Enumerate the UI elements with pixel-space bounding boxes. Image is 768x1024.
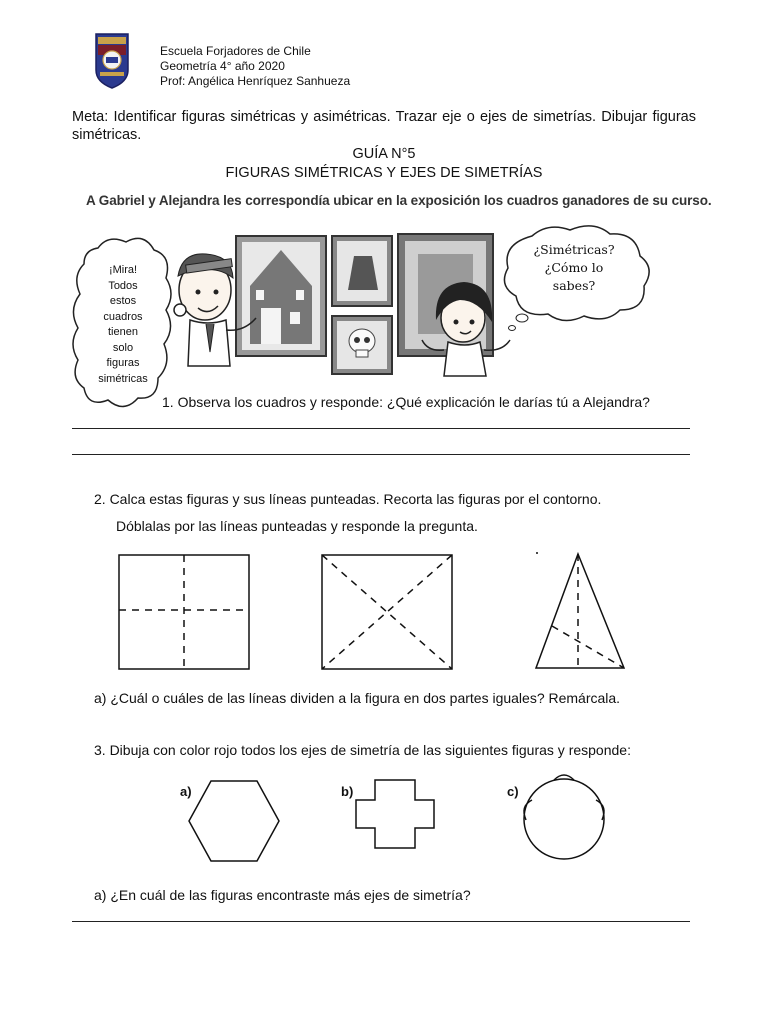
skull-painting	[332, 316, 392, 374]
bubble-line: tienen	[108, 326, 138, 338]
circle-with-bumps-figure	[518, 770, 610, 864]
guide-title: GUÍA N°5	[352, 146, 416, 162]
right-bubble-text	[518, 241, 630, 295]
question-3a: a) ¿En cuál de las figuras encontraste más ejes de simetría?	[94, 887, 471, 903]
house-painting	[236, 236, 326, 356]
question-2-continued: Dóblalas por las líneas punteadas y responde la pregunta.	[116, 518, 478, 534]
answer-line[interactable]	[72, 454, 690, 455]
bubble-line: solo	[112, 341, 134, 354]
guide-subtitle: FIGURAS SIMÉTRICAS Y EJES DE SIMETRÍAS	[225, 165, 543, 181]
bubble-line: ¿Simétricas?	[533, 242, 615, 257]
left-bubble-text	[80, 263, 166, 387]
answer-line[interactable]	[72, 921, 690, 922]
figure-label-a: a)	[180, 784, 192, 799]
triangle-with-axes	[532, 550, 628, 672]
learning-goal: Meta: Identificar figuras simétricas y asimétricas. Trazar eje o ejes de simetrías. Dibujar figuras simétricas.	[72, 109, 696, 143]
question-2: 2. Calca estas figuras y sus líneas punteadas. Recorta las figuras por el contorno.	[94, 491, 602, 507]
school-name: Escuela Forjadores de Chile	[160, 44, 311, 58]
question-1: 1. Observa los cuadros y responde: ¿Qué explicación le darías tú a Alejandra?	[162, 394, 650, 410]
figure-label-c: c)	[507, 784, 519, 799]
bubble-line: figuras	[106, 357, 140, 369]
square-with-axes	[118, 554, 250, 670]
story-text: A Gabriel y Alejandra les correspondía ubicar en la exposición los cuadros ganadores de su curso.	[86, 193, 712, 208]
exhibition-illustration	[160, 226, 530, 386]
teacher-line: Prof: Angélica Henríquez Sanhueza	[160, 74, 351, 88]
hexagon-figure	[186, 778, 282, 864]
school-header	[160, 44, 350, 89]
cross-figure	[354, 778, 436, 850]
bubble-line: simétricas	[98, 372, 148, 385]
square-with-diagonals	[321, 554, 453, 670]
subject-line: Geometría 4° año 2020	[160, 59, 285, 73]
figure-label-b: b)	[341, 784, 354, 799]
trapezoid-painting	[332, 236, 392, 306]
bubble-line: ¿Cómo lo	[544, 260, 604, 275]
question-2a: a) ¿Cuál o cuáles de las líneas dividen a la figura en dos partes iguales? Remárcala.	[94, 690, 621, 706]
bubble-line: ¡Mira!	[108, 264, 138, 276]
answer-line[interactable]	[72, 428, 690, 429]
school-logo	[94, 32, 130, 90]
bubble-line: sabes?	[552, 278, 596, 293]
bubble-line: cuadros	[103, 310, 143, 323]
bubble-line: estos	[109, 295, 137, 307]
bubble-line: Todos	[108, 279, 138, 292]
question-3: 3. Dibuja con color rojo todos los ejes de simetría de las siguientes figuras y responde:	[94, 742, 631, 758]
